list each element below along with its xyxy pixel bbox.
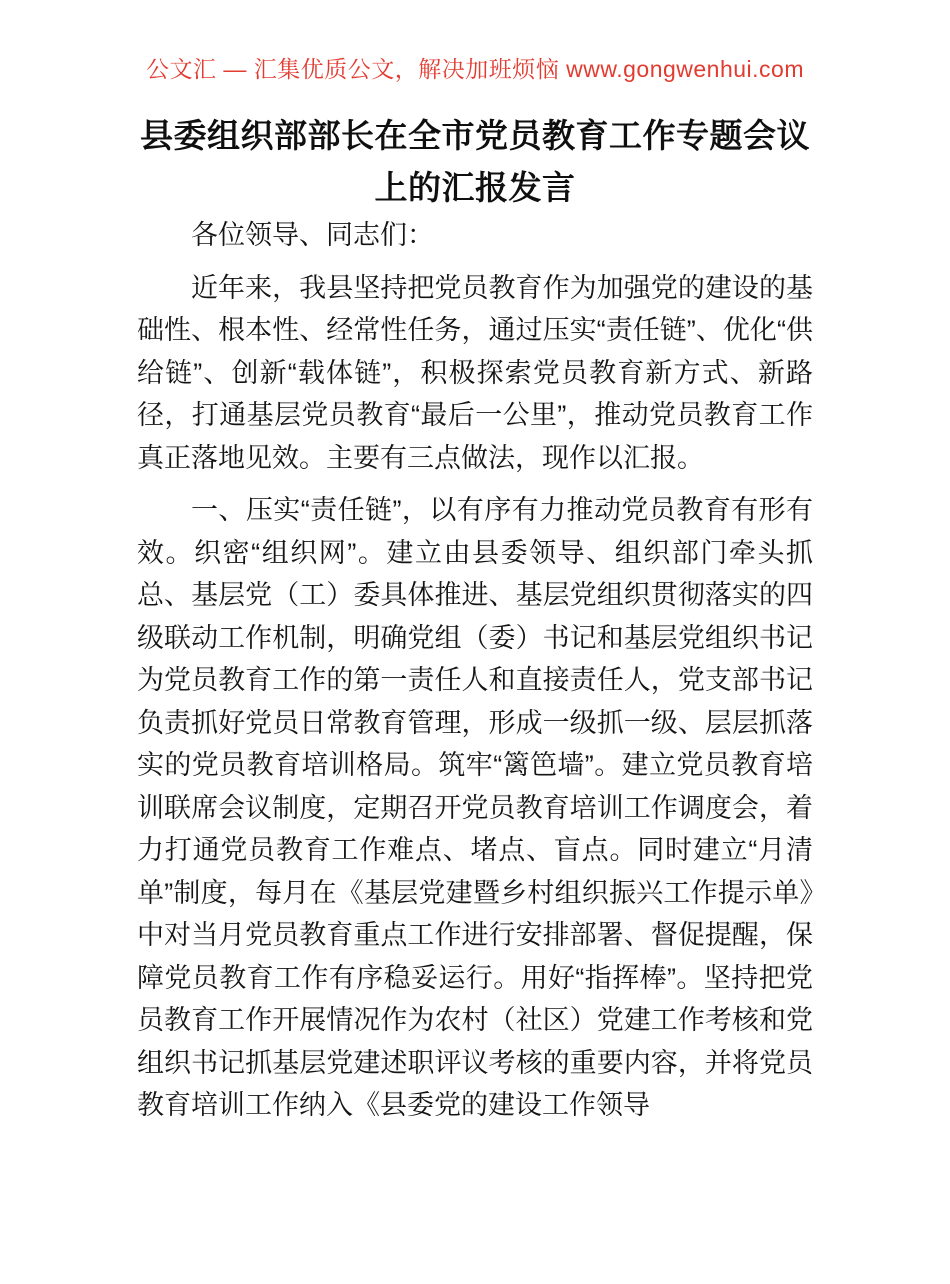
watermark-text: 公文汇 — 汇集优质公文，解决加班烦恼 www.gongwenhui.com xyxy=(145,56,804,82)
watermark-banner xyxy=(0,54,950,84)
document-page xyxy=(0,54,950,1284)
paragraph-intro: 近年来，我县坚持把党员教育作为加强党的建设的基础性、根本性、经常性任务，通过压实“责任链”、优化“供给链”、创新“载体链”，积极探索党员教育新方式、新路径，打通基层党员教育“最后一公里”，推动党员教育工作真正落地见效。主要有三点做法，现作以汇报。 xyxy=(137,272,813,473)
document-title: 县委组织部部长在全市党员教育工作专题会议上的汇报发言 xyxy=(140,117,810,206)
document-body xyxy=(137,214,813,1127)
paragraph-salutation: 各位领导、同志们： xyxy=(191,220,434,250)
paragraph-section-one: 一、压实“责任链”，以有序有力推动党员教育有形有效。织密“组织网”。建立由县委领导、组织部门牵头抓总、基层党（工）委具体推进、基层党组织贯彻落实的四级联动工作机制，明确党组（委）书记和基层党组织书记为党员教育工作的第一责任人和直接责任人，党支部书记负责抓好党员日常教育管理，形成一级抓一级、层层抓落实的党员教育培训格局。筑牢“篱笆墙”。建立党员教育培训联席会议制度，定期召开党员教育培训工作调度会，着力打通党员教育工作难点、堵点、盲点。同时建立“月清单”制度，每月在《基层党建暨乡村组织振兴工作提示单》中对当月党员教育重点工作进行安排部署、督促提醒，保障党员教育工作有序稳妥运行。用好“指挥棒”。坚持把党员教育工作开展情况作为农村（社区）党建工作考核和党组织书记抓基层党建述职评议考核的重要内容，并将党员教育培训工作纳入《县委党的建设工作领导 xyxy=(137,495,813,1120)
